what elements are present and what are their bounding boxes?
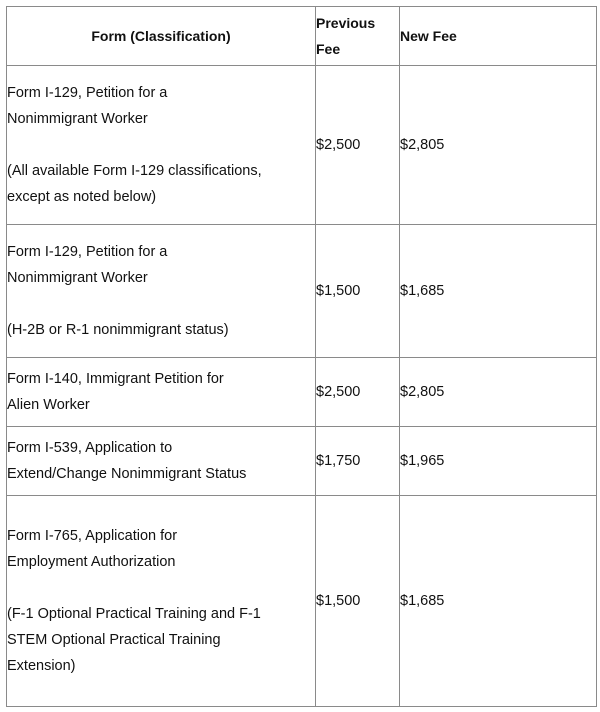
form-name-line: Form I-765, Application for	[7, 528, 178, 544]
form-name-line: Employment Authorization	[7, 554, 176, 570]
form-name-line: Nonimmigrant Worker	[7, 270, 148, 286]
table-row	[7, 225, 597, 358]
form-cell	[7, 225, 316, 358]
cell-spacer	[7, 291, 315, 317]
form-name-line: Form I-140, Immigrant Petition for	[7, 371, 224, 387]
table-row	[7, 496, 597, 707]
form-name-line: Extend/Change Nonimmigrant Status	[7, 466, 247, 482]
previous-fee-cell: $2,500	[316, 66, 400, 225]
form-name-line: Nonimmigrant Worker	[7, 111, 148, 127]
classification-line: (F-1 Optional Practical Training and F-1	[7, 606, 261, 622]
new-fee-cell: $1,965	[400, 427, 597, 496]
classification-line: (H-2B or R-1 nonimmigrant status)	[7, 322, 229, 338]
new-fee-cell: $2,805	[400, 66, 597, 225]
previous-fee-cell: $1,500	[316, 225, 400, 358]
header-previous-fee	[316, 7, 400, 66]
form-cell	[7, 358, 316, 427]
table-row	[7, 66, 597, 225]
table-row	[7, 427, 597, 496]
form-cell	[7, 427, 316, 496]
classification-line: STEM Optional Practical Training	[7, 632, 221, 648]
classification-line: (All available Form I-129 classifications,	[7, 163, 262, 179]
new-fee-cell: $2,805	[400, 358, 597, 427]
new-fee-cell: $1,685	[400, 496, 597, 707]
header-row	[7, 7, 597, 66]
cell-spacer	[7, 132, 315, 158]
previous-fee-cell: $1,750	[316, 427, 400, 496]
form-name-line: Alien Worker	[7, 397, 90, 413]
header-previous-fee-line1: Previous	[316, 15, 376, 31]
fee-table	[6, 6, 597, 707]
form-cell	[7, 66, 316, 225]
classification-line: Extension)	[7, 658, 76, 674]
new-fee-cell: $1,685	[400, 225, 597, 358]
form-cell	[7, 496, 316, 707]
header-new-fee: New Fee	[400, 7, 597, 66]
table-row	[7, 358, 597, 427]
previous-fee-cell: $2,500	[316, 358, 400, 427]
form-name-line: Form I-129, Petition for a	[7, 85, 168, 101]
previous-fee-cell: $1,500	[316, 496, 400, 707]
header-form-classification: Form (Classification)	[7, 7, 316, 66]
form-name-line: Form I-539, Application to	[7, 440, 173, 456]
form-name-line: Form I-129, Petition for a	[7, 244, 168, 260]
classification-line: except as noted below)	[7, 189, 157, 205]
cell-spacer	[7, 575, 315, 601]
header-previous-fee-line2: Fee	[316, 41, 341, 57]
